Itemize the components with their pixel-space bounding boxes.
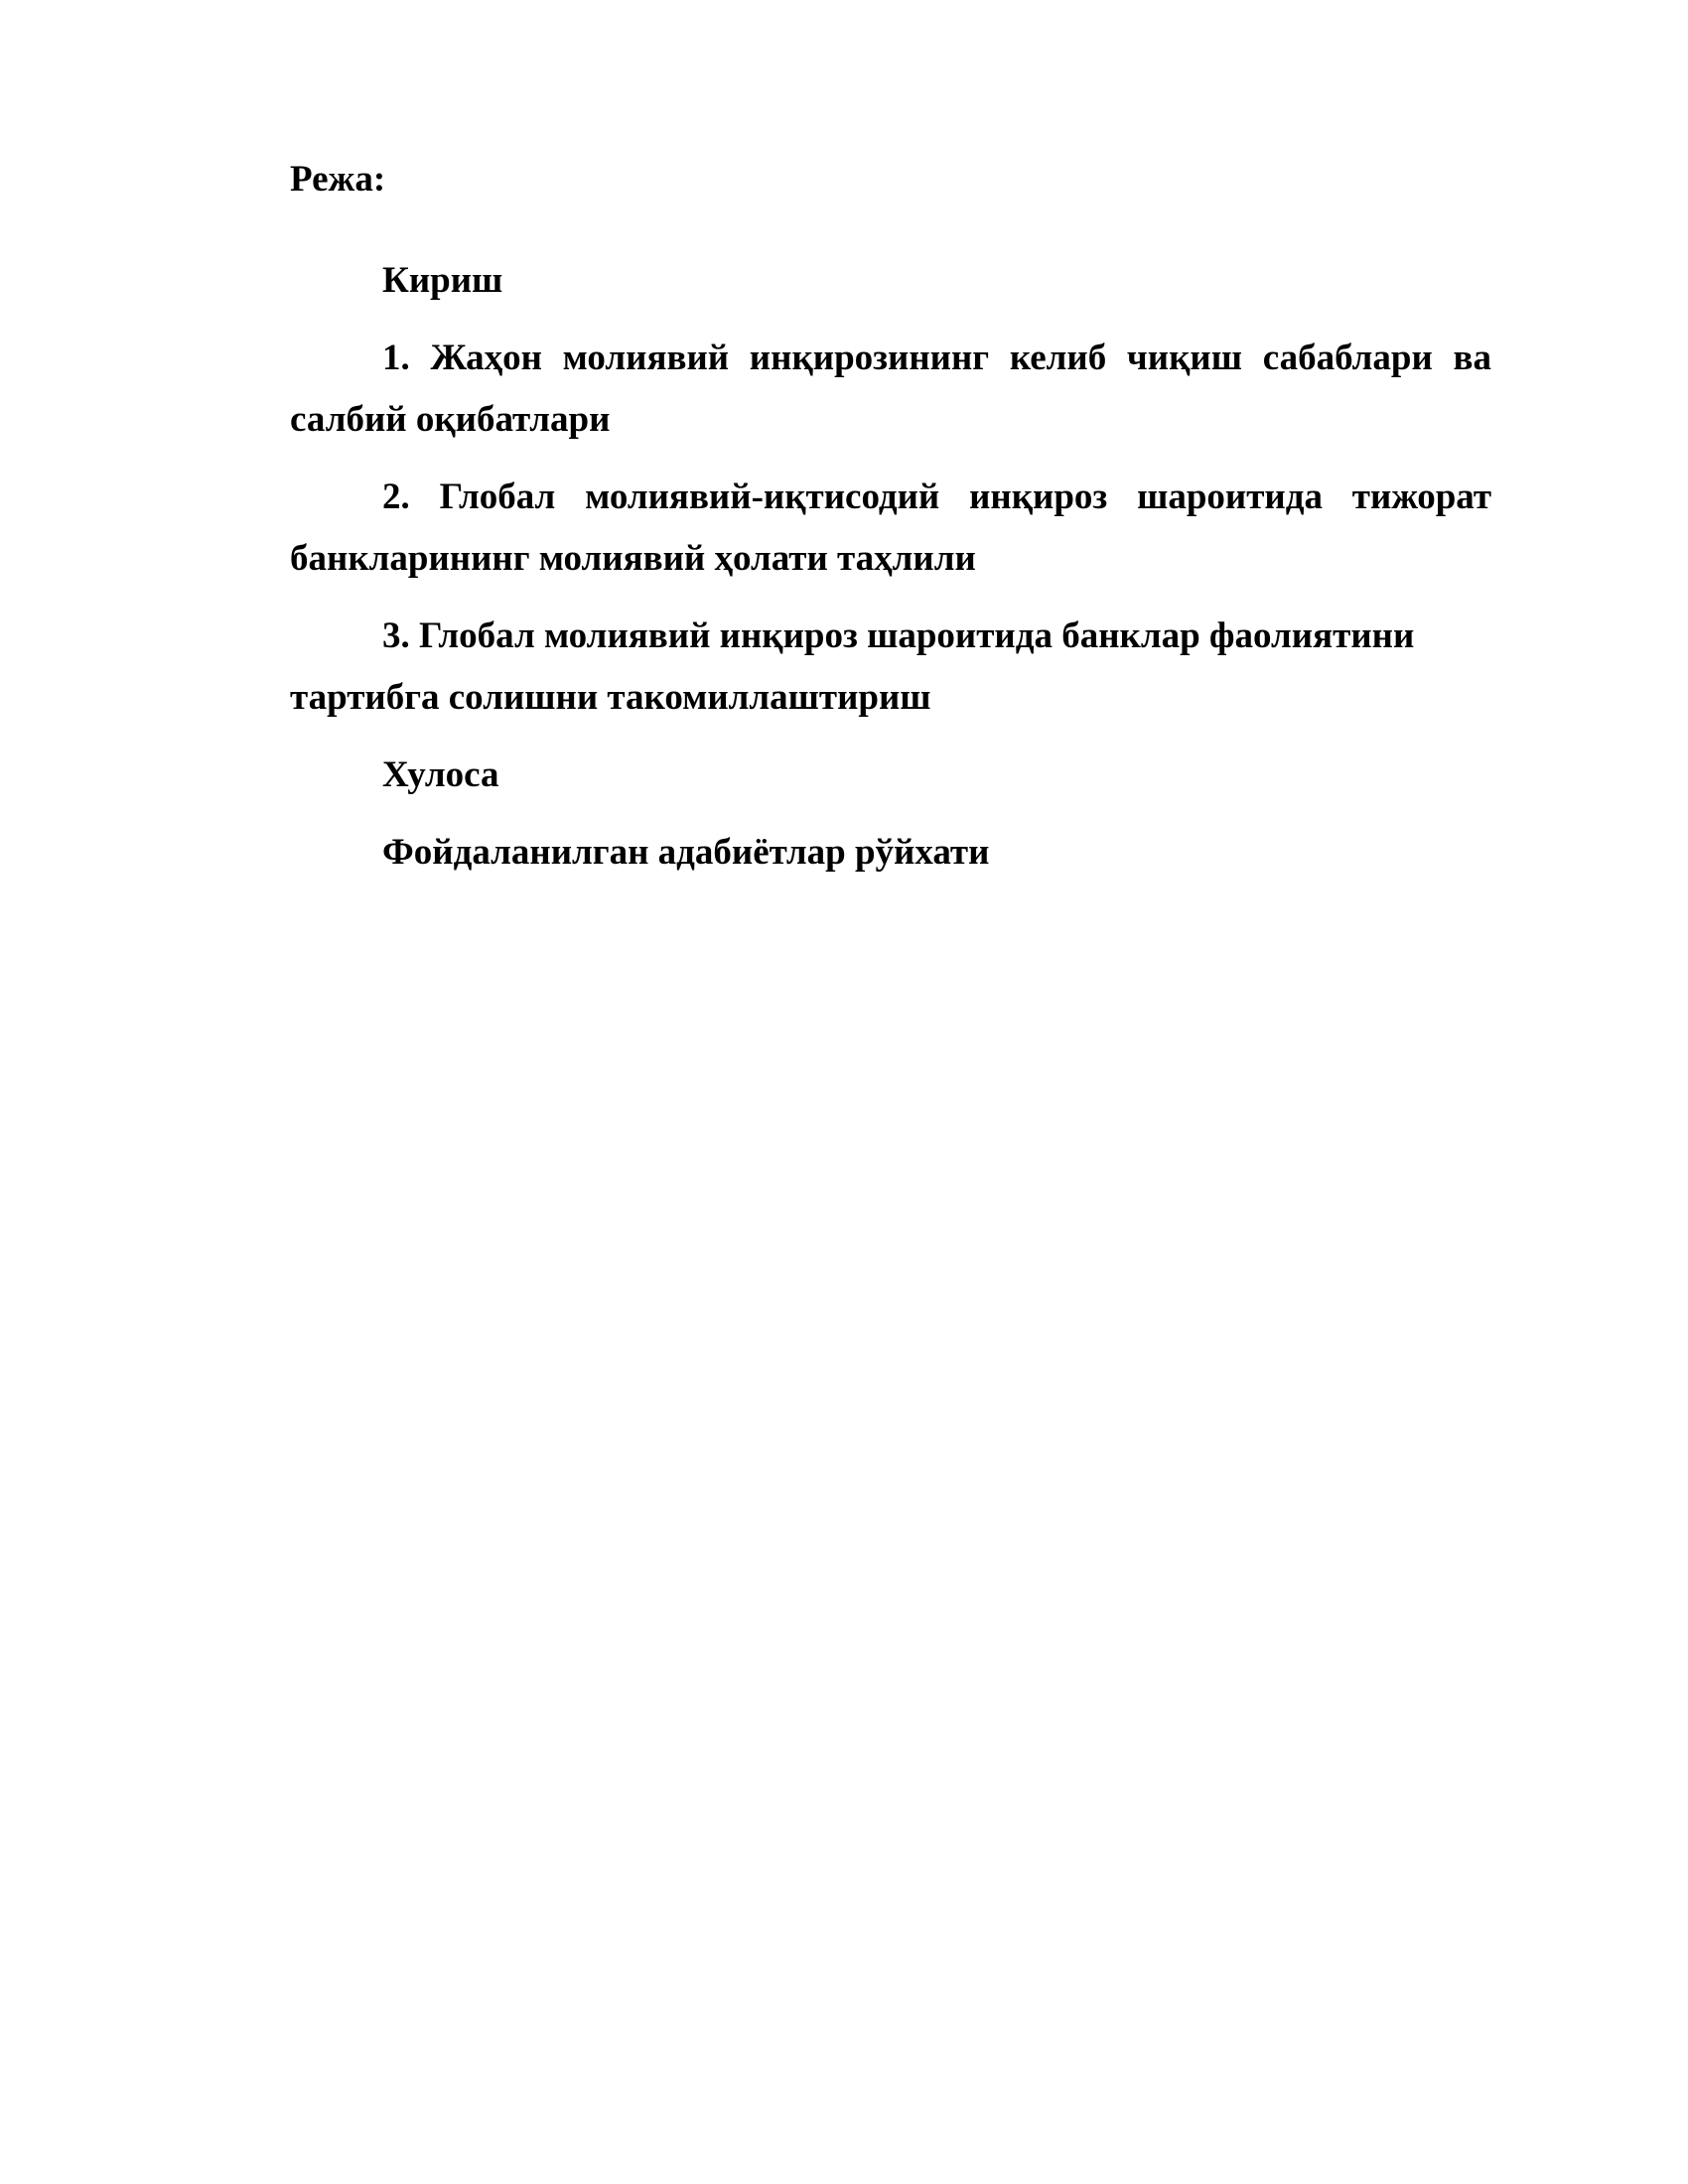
toc-item-chapter-2: 2. Глобал молиявий-иқтисодий инқироз шароитида тижорат банкларининг молиявий ҳолати таҳлили bbox=[290, 477, 1491, 579]
document-content bbox=[290, 149, 1491, 899]
toc-item-introduction: Кириш bbox=[382, 260, 503, 301]
toc-item-references: Фойдаланилган адабиётлар рўйхати bbox=[382, 832, 990, 873]
toc-item-chapter-1: 1. Жаҳон молиявий инқирозининг келиб чиқиш сабаблари ва салбий оқибатлари bbox=[290, 338, 1491, 440]
toc-item-conclusion: Хулоса bbox=[382, 754, 499, 795]
table-of-contents bbox=[290, 250, 1491, 884]
toc-item-chapter-3: 3. Глобал молиявий инқироз шароитида банклар фаолиятини тартибга солишни такомиллаштириш bbox=[290, 615, 1415, 718]
plan-title: Режа: bbox=[290, 159, 386, 200]
